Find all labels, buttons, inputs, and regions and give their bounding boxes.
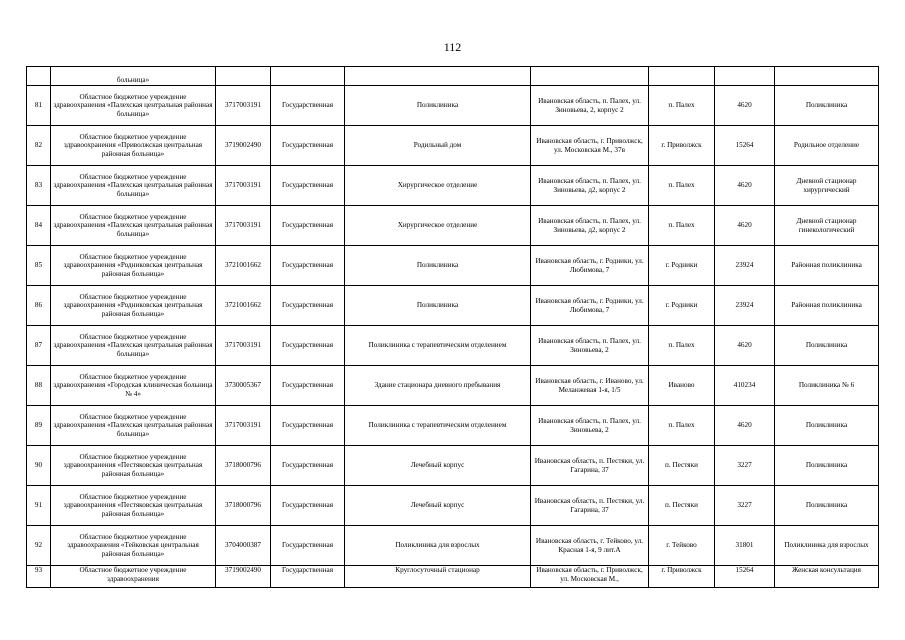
cell-building: Поликлиника: [345, 286, 531, 326]
cell-inn: 3719002490: [216, 126, 271, 166]
cell-address: Ивановская область, г. Родники, ул. Любимова, 7: [531, 286, 649, 326]
cell-locality: г. Приволжск: [649, 566, 715, 588]
cell-address: Ивановская область, г. Родники, ул. Любимова, 7: [531, 246, 649, 286]
cell-building: Хирургическое отделение: [345, 206, 531, 246]
cell-empty: [775, 67, 879, 86]
cell-building: Поликлиника: [345, 246, 531, 286]
cell-population: 4620: [715, 406, 775, 446]
cell-unit: Поликлиника: [775, 406, 879, 446]
cell-unit: Поликлиника: [775, 86, 879, 126]
cell-inn: 3721001662: [216, 246, 271, 286]
cell-inn: 3717003191: [216, 86, 271, 126]
cell-locality: г. Родники: [649, 286, 715, 326]
table-row: [27, 326, 879, 366]
cell-locality: п. Палех: [649, 206, 715, 246]
cell-building: Родильный дом: [345, 126, 531, 166]
cell-empty: [345, 67, 531, 86]
cell-population: 23924: [715, 286, 775, 326]
cell-unit: Поликлиника: [775, 486, 879, 526]
cell-population: 3227: [715, 446, 775, 486]
cell-unit: Дневной стационар хирургический: [775, 166, 879, 206]
cell-organization: Областное бюджетное учреждение здравоохранения «Палехская центральная районная больница»: [51, 406, 216, 446]
cell-building: Лечебный корпус: [345, 486, 531, 526]
cell-inn: 3718000796: [216, 446, 271, 486]
cell-unit: Поликлиника для взрослых: [775, 526, 879, 566]
table-row: [27, 206, 879, 246]
cell-ownership-type: Государственная: [271, 126, 345, 166]
cell-building: Хирургическое отделение: [345, 166, 531, 206]
cell-organization: Областное бюджетное учреждение здравоохранения «Пестяковская центральная районная больница»: [51, 446, 216, 486]
cell-number: 83: [27, 166, 51, 206]
continued-row: [27, 67, 879, 86]
cell-number: 82: [27, 126, 51, 166]
cell-address: Ивановская область, г. Иваново, ул. Меланжевая 1-я, 1/5: [531, 366, 649, 406]
table-row: [27, 166, 879, 206]
cell-unit: Районная поликлиника: [775, 286, 879, 326]
table-row: [27, 366, 879, 406]
cell-ownership-type: Государственная: [271, 326, 345, 366]
cell-unit: Поликлиника: [775, 326, 879, 366]
cell-organization: Областное бюджетное учреждение здравоохранения «Палехская центральная районная больница»: [51, 206, 216, 246]
table-row: [27, 126, 879, 166]
cell-address: Ивановская область, г. Приволжск, ул. Московская М., 37в: [531, 126, 649, 166]
cell-unit: Районная поликлиника: [775, 246, 879, 286]
cell-address: Ивановская область, п. Палех, ул. Зиновьева, д2, корпус 2: [531, 206, 649, 246]
cell-ownership-type: Государственная: [271, 526, 345, 566]
cell-inn: 3717003191: [216, 326, 271, 366]
cell-organization: Областное бюджетное учреждение здравоохранения «Палехская центральная районная больница»: [51, 326, 216, 366]
cell-population: 4620: [715, 86, 775, 126]
registry-table: [26, 66, 879, 588]
cell-locality: п. Палех: [649, 86, 715, 126]
table-row: [27, 566, 879, 588]
cell-address: Ивановская область, п. Палех, ул. Зиновьева, д2, корпус 2: [531, 166, 649, 206]
cell-population: 410234: [715, 366, 775, 406]
cell-empty: [216, 67, 271, 86]
cell-inn: 3718000796: [216, 486, 271, 526]
cell-ownership-type: Государственная: [271, 446, 345, 486]
cell-number: 81: [27, 86, 51, 126]
cell-population: 4620: [715, 326, 775, 366]
cell-locality: п. Палех: [649, 326, 715, 366]
cell-address: Ивановская область, г. Приволжск, ул. Московская М.,: [531, 566, 649, 588]
cell-ownership-type: Государственная: [271, 246, 345, 286]
cell-population: 31801: [715, 526, 775, 566]
cell-locality: г. Приволжск: [649, 126, 715, 166]
cell-organization: Областное бюджетное учреждение здравоохранения: [51, 566, 216, 588]
cell-organization: Областное бюджетное учреждение здравоохранения «Приволжская центральная районная больница»: [51, 126, 216, 166]
cell-building: Поликлиника с терапевтическим отделением: [345, 326, 531, 366]
cell-organization: Областное бюджетное учреждение здравоохранения «Пестяковская центральная районная больница»: [51, 486, 216, 526]
cell-empty: [531, 67, 649, 86]
cell-locality: п. Пестяки: [649, 486, 715, 526]
cell-ownership-type: Государственная: [271, 166, 345, 206]
cell-population: 15264: [715, 566, 775, 588]
cell-organization: Областное бюджетное учреждение здравоохранения «Палехская центральная районная больница»: [51, 86, 216, 126]
cell-ownership-type: Государственная: [271, 206, 345, 246]
cell-number: 87: [27, 326, 51, 366]
table-row: [27, 86, 879, 126]
cell-address: Ивановская область, п. Палех, ул. Зиновьева, 2: [531, 406, 649, 446]
cell-inn: 3704000387: [216, 526, 271, 566]
cell-ownership-type: Государственная: [271, 406, 345, 446]
cell-locality: г. Родники: [649, 246, 715, 286]
cell-ownership-type: Государственная: [271, 286, 345, 326]
cell-org-fragment: больница»: [51, 67, 216, 86]
cell-population: 23924: [715, 246, 775, 286]
cell-address: Ивановская область, п. Палех, ул. Зиновьева, 2: [531, 326, 649, 366]
table-row: [27, 246, 879, 286]
cell-locality: п. Палех: [649, 406, 715, 446]
cell-number: 90: [27, 446, 51, 486]
cell-inn: 3719002490: [216, 566, 271, 588]
cell-address: Ивановская область, г. Тейково, ул. Красная 1-я, 9 лит.А: [531, 526, 649, 566]
cell-building: Поликлиника: [345, 86, 531, 126]
cell-inn: 3730005367: [216, 366, 271, 406]
table-row: [27, 526, 879, 566]
cell-unit: Поликлиника: [775, 446, 879, 486]
cell-number: 86: [27, 286, 51, 326]
cell-organization: Областное бюджетное учреждение здравоохранения «Родниковская центральная районная больница»: [51, 246, 216, 286]
cell-number: 88: [27, 366, 51, 406]
cell-population: 4620: [715, 206, 775, 246]
cell-locality: п. Пестяки: [649, 446, 715, 486]
cell-unit: Поликлиника № 6: [775, 366, 879, 406]
cell-building: Лечебный корпус: [345, 446, 531, 486]
cell-inn: 3721001662: [216, 286, 271, 326]
cell-organization: Областное бюджетное учреждение здравоохранения «Палехская центральная районная больница»: [51, 166, 216, 206]
cell-building: Здание стационара дневного пребывания: [345, 366, 531, 406]
cell-address: Ивановская область, п. Пестяки, ул. Гагарина, 37: [531, 486, 649, 526]
cell-number: 91: [27, 486, 51, 526]
cell-unit: Родильное отделение: [775, 126, 879, 166]
cell-address: Ивановская область, п. Пестяки, ул. Гагарина, 37: [531, 446, 649, 486]
page-number: 112: [443, 40, 462, 54]
cell-number: 92: [27, 526, 51, 566]
cell-population: 3227: [715, 486, 775, 526]
cell-number: 85: [27, 246, 51, 286]
cell-building: Поликлиника с терапевтическим отделением: [345, 406, 531, 446]
registry-table-body: [27, 67, 879, 588]
cell-inn: 3717003191: [216, 406, 271, 446]
cell-ownership-type: Государственная: [271, 366, 345, 406]
cell-unit: Женская консультация: [775, 566, 879, 588]
cell-locality: г. Тейково: [649, 526, 715, 566]
cell-inn: 3717003191: [216, 206, 271, 246]
cell-locality: Иваново: [649, 366, 715, 406]
cell-population: 4620: [715, 166, 775, 206]
cell-organization: Областное бюджетное учреждение здравоохранения «Родниковская центральная районная больница»: [51, 286, 216, 326]
cell-number: 84: [27, 206, 51, 246]
cell-building: Поликлиника для взрослых: [345, 526, 531, 566]
cell-empty: [271, 67, 345, 86]
cell-number: 89: [27, 406, 51, 446]
cell-organization: Областное бюджетное учреждение здравоохранения «Городская клиническая больница № 4»: [51, 366, 216, 406]
cell-empty: [27, 67, 51, 86]
table-row: [27, 486, 879, 526]
cell-number: 93: [27, 566, 51, 588]
cell-address: Ивановская область, п. Палех, ул. Зиновьева, 2, корпус 2: [531, 86, 649, 126]
cell-ownership-type: Государственная: [271, 86, 345, 126]
table-row: [27, 286, 879, 326]
cell-organization: Областное бюджетное учреждение здравоохранения «Тейковская центральная районная больница»: [51, 526, 216, 566]
cell-empty: [649, 67, 715, 86]
cell-building: Круглосуточный стационар: [345, 566, 531, 588]
table-row: [27, 406, 879, 446]
cell-empty: [715, 67, 775, 86]
cell-unit: Дневной стационар гинекологический: [775, 206, 879, 246]
table-row: [27, 446, 879, 486]
cell-ownership-type: Государственная: [271, 486, 345, 526]
cell-ownership-type: Государственная: [271, 566, 345, 588]
cell-locality: п. Палех: [649, 166, 715, 206]
cell-inn: 3717003191: [216, 166, 271, 206]
cell-population: 15264: [715, 126, 775, 166]
